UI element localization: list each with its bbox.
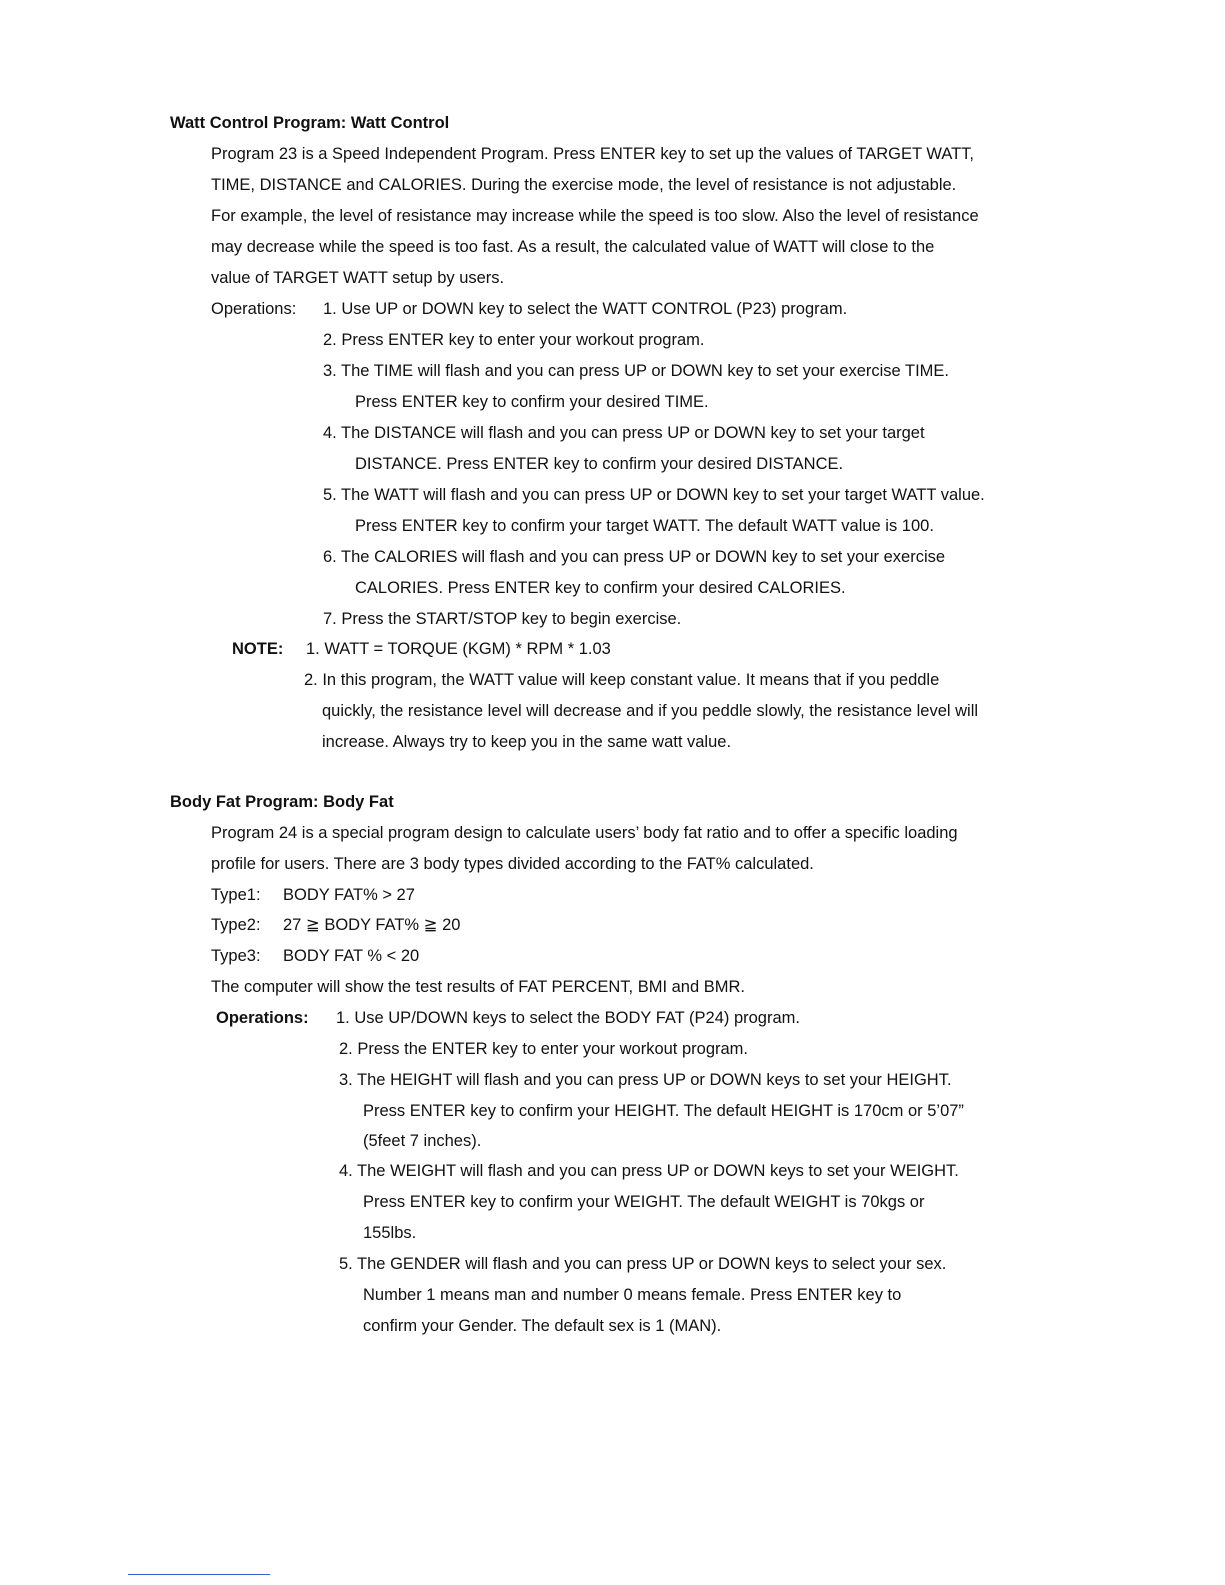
watt-op-step-cont: Press ENTER key to confirm your desired TIME. bbox=[355, 393, 709, 411]
bodyfat-op-step-cont: (5feet 7 inches). bbox=[363, 1132, 482, 1150]
watt-intro-line: TIME, DISTANCE and CALORIES. During the exercise mode, the level of resistance is not adjustable. bbox=[211, 176, 957, 194]
watt-intro-line: value of TARGET WATT setup by users. bbox=[211, 269, 505, 287]
bodyfat-op-step: 2. Press the ENTER key to enter your workout program. bbox=[339, 1040, 748, 1058]
watt-op-step: 5. The WATT will flash and you can press UP or DOWN key to set your target WATT value. bbox=[323, 486, 985, 504]
watt-op-step-cont: CALORIES. Press ENTER key to confirm your desired CALORIES. bbox=[355, 579, 846, 597]
watt-section-heading: Watt Control Program: Watt Control bbox=[170, 114, 450, 132]
watt-op-step: 1. Use UP or DOWN key to select the WATT CONTROL (P23) program. bbox=[323, 300, 848, 318]
body-type-value: 27 ≧ BODY FAT% ≧ 20 bbox=[283, 916, 461, 934]
note-item: 2. In this program, the WATT value will keep constant value. It means that if you peddle bbox=[304, 671, 940, 689]
watt-op-step: 2. Press ENTER key to enter your workout program. bbox=[323, 331, 705, 349]
footer-underline-divider bbox=[128, 1574, 270, 1575]
body-type-label: Type3: bbox=[211, 947, 261, 965]
bodyfat-results-line: The computer will show the test results of FAT PERCENT, BMI and BMR. bbox=[211, 978, 745, 996]
bodyfat-intro-line: profile for users. There are 3 body types divided according to the FAT% calculated. bbox=[211, 855, 814, 873]
body-type-label: Type2: bbox=[211, 916, 261, 934]
bodyfat-op-step-cont: confirm your Gender. The default sex is 1 (MAN). bbox=[363, 1317, 722, 1335]
watt-intro-line: For example, the level of resistance may increase while the speed is too slow. Also the level of resistance bbox=[211, 207, 979, 225]
bodyfat-op-step-cont: Press ENTER key to confirm your HEIGHT. The default HEIGHT is 170cm or 5’07” bbox=[363, 1102, 964, 1120]
bodyfat-op-step-cont: Number 1 means man and number 0 means female. Press ENTER key to bbox=[363, 1286, 902, 1304]
watt-operations-label: Operations: bbox=[211, 300, 297, 318]
watt-op-step: 7. Press the START/STOP key to begin exercise. bbox=[323, 610, 682, 628]
watt-intro-line: Program 23 is a Speed Independent Program. Press ENTER key to set up the values of TARGET WATT, bbox=[211, 145, 975, 163]
note-item-cont: increase. Always try to keep you in the same watt value. bbox=[322, 733, 732, 751]
bodyfat-op-step-cont: 155lbs. bbox=[363, 1224, 417, 1242]
watt-op-step: 6. The CALORIES will flash and you can press UP or DOWN key to set your exercise bbox=[323, 548, 946, 566]
watt-op-step: 4. The DISTANCE will flash and you can press UP or DOWN key to set your target bbox=[323, 424, 925, 442]
bodyfat-operations-label: Operations: bbox=[216, 1009, 309, 1027]
watt-op-step-cont: Press ENTER key to confirm your target WATT. The default WATT value is 100. bbox=[355, 517, 934, 535]
note-item: 1. WATT = TORQUE (KGM) * RPM * 1.03 bbox=[306, 640, 611, 658]
bodyfat-op-step: 1. Use UP/DOWN keys to select the BODY FAT (P24) program. bbox=[336, 1009, 800, 1027]
watt-intro-line: may decrease while the speed is too fast. As a result, the calculated value of WATT will close to the bbox=[211, 238, 935, 256]
body-type-value: BODY FAT% > 27 bbox=[283, 886, 415, 904]
body-type-label: Type1: bbox=[211, 886, 261, 904]
bodyfat-intro-line: Program 24 is a special program design to calculate users’ body fat ratio and to offer a specific loading bbox=[211, 824, 958, 842]
note-label: NOTE: bbox=[232, 640, 284, 658]
bodyfat-section-heading: Body Fat Program: Body Fat bbox=[170, 793, 394, 811]
watt-op-step: 3. The TIME will flash and you can press UP or DOWN key to set your exercise TIME. bbox=[323, 362, 950, 380]
bodyfat-op-step: 4. The WEIGHT will flash and you can press UP or DOWN keys to set your WEIGHT. bbox=[339, 1162, 959, 1180]
note-item-cont: quickly, the resistance level will decrease and if you peddle slowly, the resistance level will bbox=[322, 702, 979, 720]
body-type-value: BODY FAT % < 20 bbox=[283, 947, 420, 965]
bodyfat-op-step: 3. The HEIGHT will flash and you can press UP or DOWN keys to set your HEIGHT. bbox=[339, 1071, 952, 1089]
bodyfat-op-step: 5. The GENDER will flash and you can press UP or DOWN keys to select your sex. bbox=[339, 1255, 947, 1273]
bodyfat-op-step-cont: Press ENTER key to confirm your WEIGHT. The default WEIGHT is 70kgs or bbox=[363, 1193, 925, 1211]
watt-op-step-cont: DISTANCE. Press ENTER key to confirm your desired DISTANCE. bbox=[355, 455, 844, 473]
